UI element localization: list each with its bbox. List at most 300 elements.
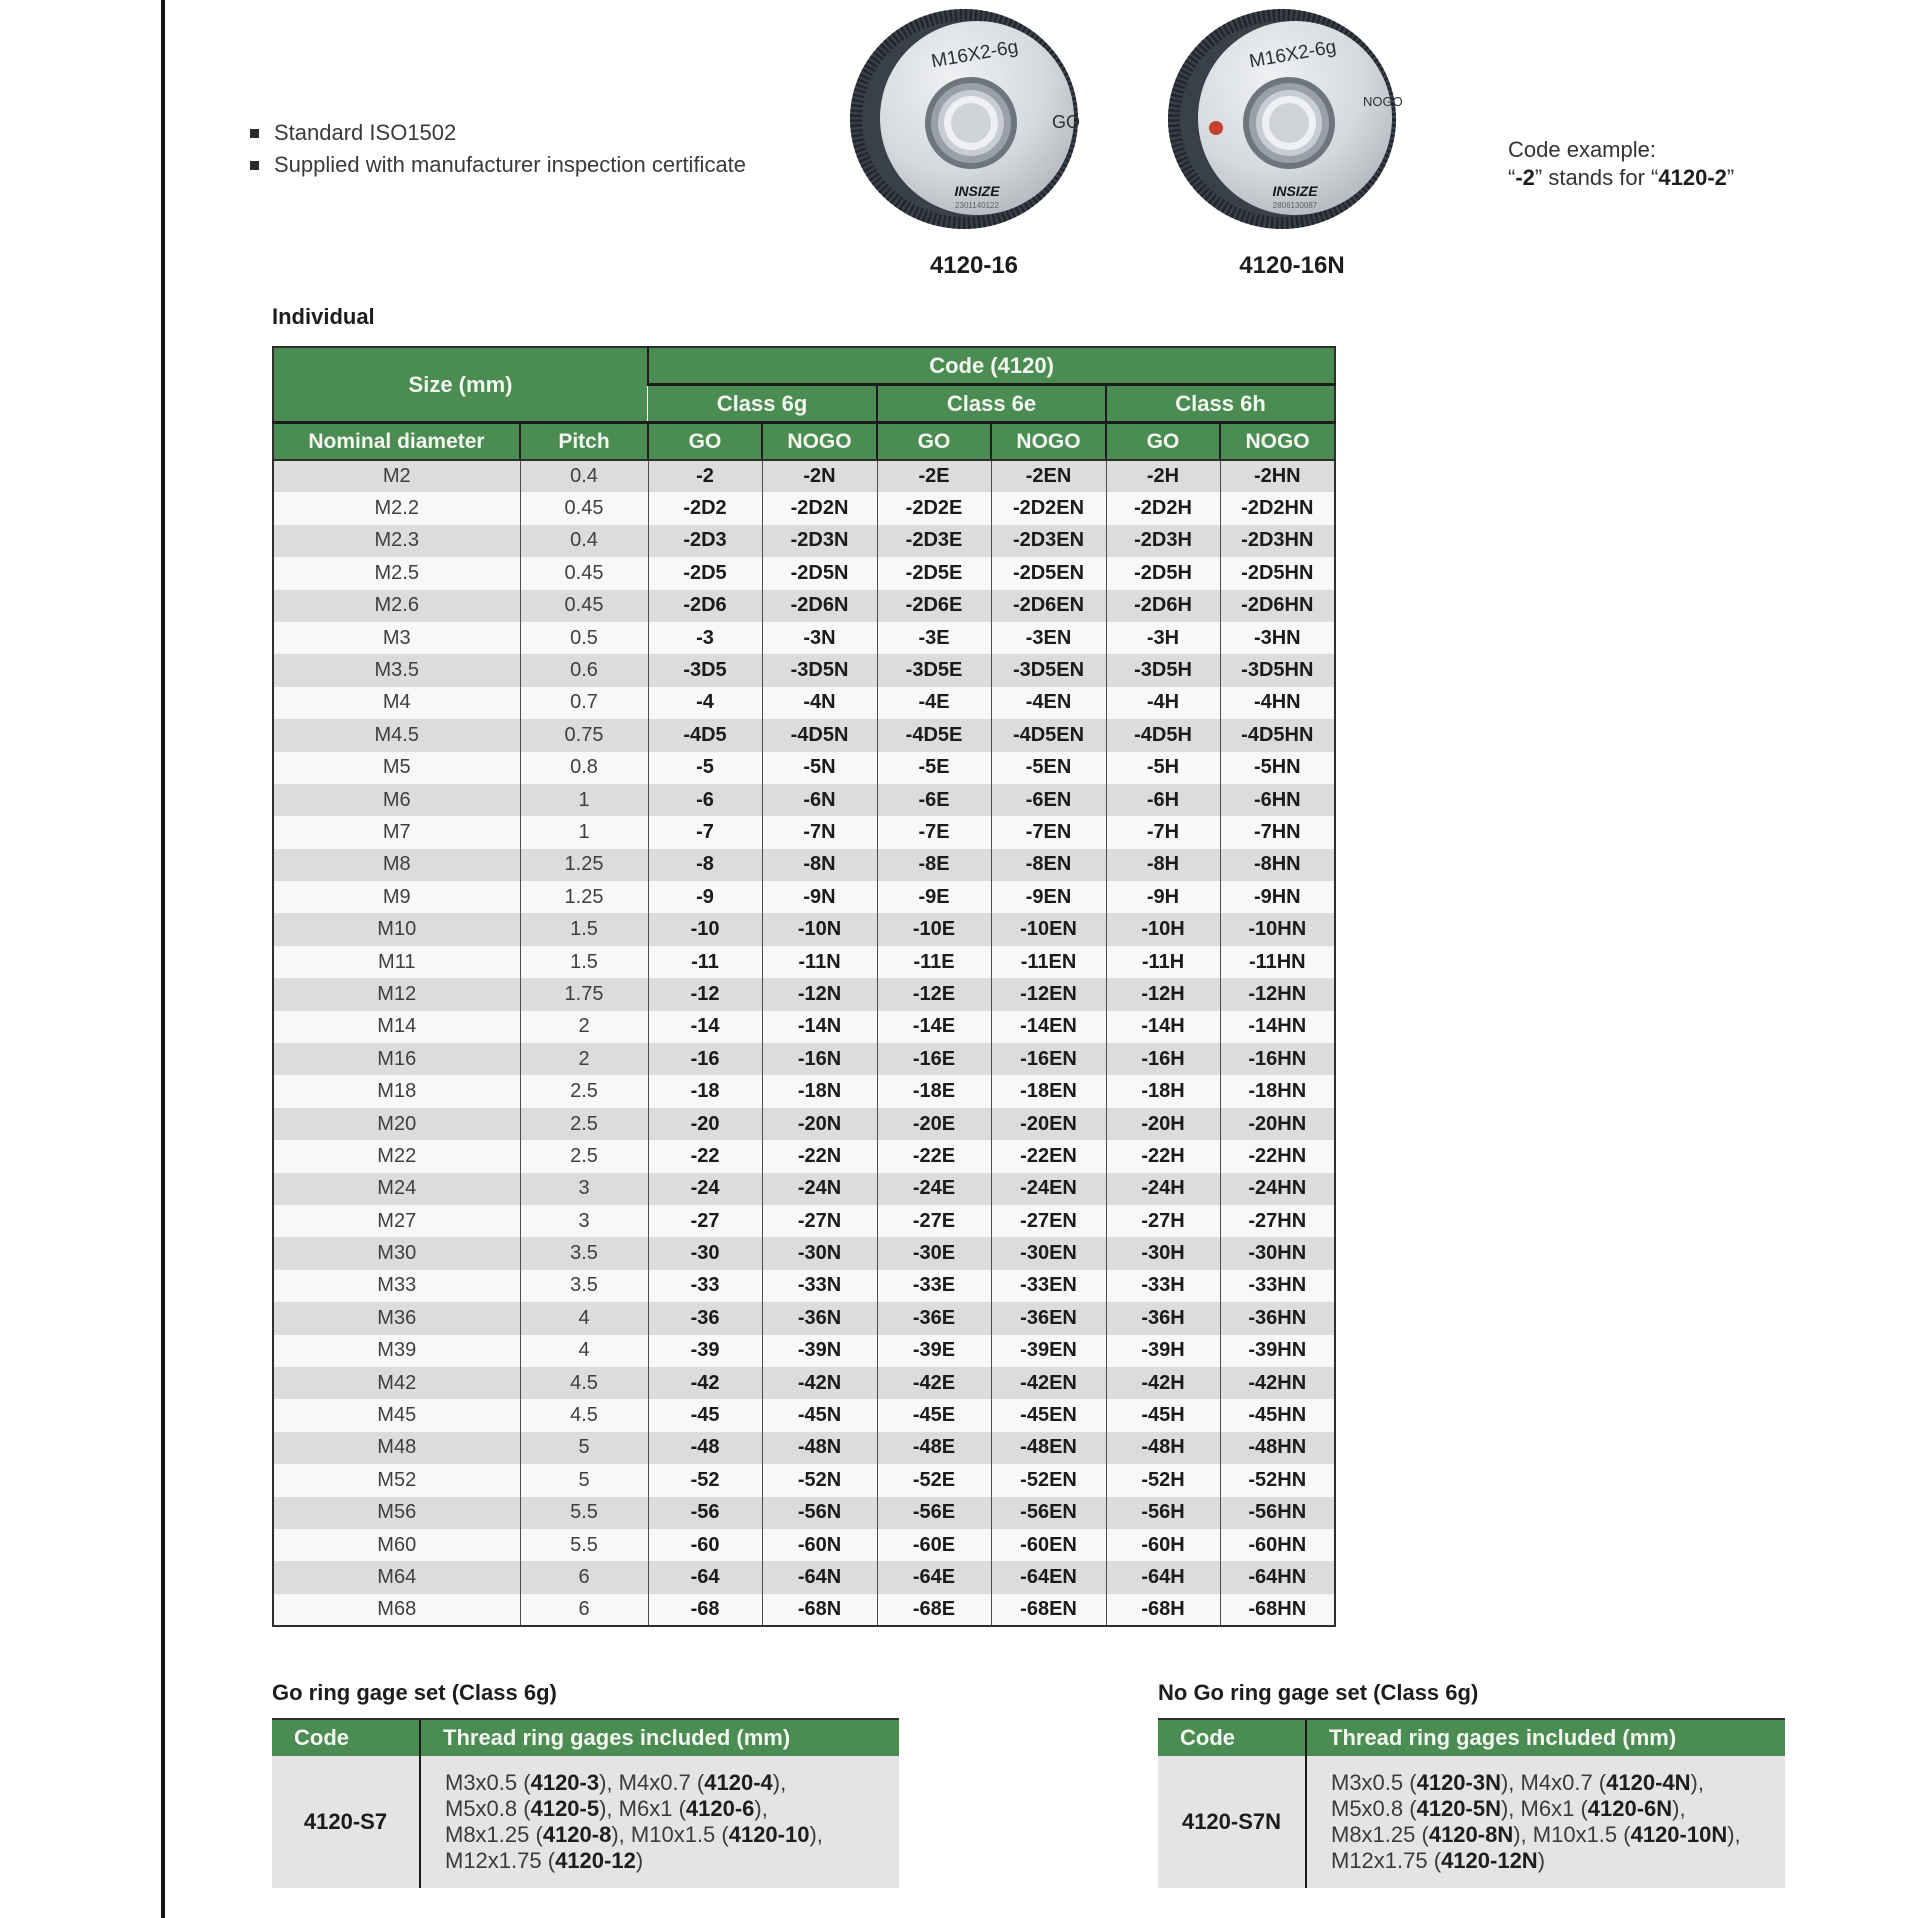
code-cell: -5EN xyxy=(991,752,1106,784)
code-cell: -60H xyxy=(1106,1529,1220,1561)
code-cell: -36H xyxy=(1106,1302,1220,1334)
code-cell: -42E xyxy=(877,1367,991,1399)
code-cell: -12H xyxy=(1106,978,1220,1010)
pitch-cell: 0.4 xyxy=(520,460,648,492)
table-row xyxy=(273,1399,1335,1431)
col-header-size: Size (mm) xyxy=(273,347,648,423)
pitch-cell: 0.5 xyxy=(520,622,648,654)
feature-item xyxy=(250,152,746,178)
code-cell: -33HN xyxy=(1220,1270,1335,1302)
go-label: GO xyxy=(1052,112,1081,132)
nominal-diameter-cell: M20 xyxy=(273,1108,520,1140)
col-header-class-6g: Class 6g xyxy=(648,385,877,423)
code-cell: -45 xyxy=(648,1399,762,1431)
code-cell: -56EN xyxy=(991,1497,1106,1529)
nominal-diameter-cell: M12 xyxy=(273,978,520,1010)
code-cell: -4D5E xyxy=(877,719,991,751)
code-cell: -2D2 xyxy=(648,492,762,524)
nogo-set-col-code: Code xyxy=(1158,1719,1306,1756)
table-row xyxy=(273,1270,1335,1302)
code-cell: -18HN xyxy=(1220,1075,1335,1107)
code-cell: -56 xyxy=(648,1497,762,1529)
code-cell: -39HN xyxy=(1220,1335,1335,1367)
code-cell: -42N xyxy=(762,1367,877,1399)
code-cell: -10 xyxy=(648,913,762,945)
nogo-set-section xyxy=(1158,1680,1785,1888)
table-row xyxy=(273,1497,1335,1529)
code-cell: -2D2HN xyxy=(1220,492,1335,524)
code-cell: -56HN xyxy=(1220,1497,1335,1529)
code-cell: -33EN xyxy=(991,1270,1106,1302)
code-cell: -2D2N xyxy=(762,492,877,524)
code-cell: -36E xyxy=(877,1302,991,1334)
code-cell: -5 xyxy=(648,752,762,784)
code-cell: -16HN xyxy=(1220,1043,1335,1075)
code-cell: -12EN xyxy=(991,978,1106,1010)
nominal-diameter-cell: M7 xyxy=(273,816,520,848)
pitch-cell: 3.5 xyxy=(520,1270,648,1302)
table-row xyxy=(273,1367,1335,1399)
code-cell: -68E xyxy=(877,1594,991,1626)
table-row xyxy=(273,492,1335,524)
insize-logo: INSIZE xyxy=(954,183,1000,199)
code-cell: -2D5 xyxy=(648,557,762,589)
table-row xyxy=(273,719,1335,751)
go-set-title: Go ring gage set (Class 6g) xyxy=(272,1680,557,1705)
col-header-class-6e: Class 6e xyxy=(877,385,1106,423)
code-cell: -3N xyxy=(762,622,877,654)
code-cell: -2D3N xyxy=(762,525,877,557)
code-cell: -10EN xyxy=(991,913,1106,945)
code-cell: -18 xyxy=(648,1075,762,1107)
code-cell: -2D5EN xyxy=(991,557,1106,589)
middle-text: ” stands for “ xyxy=(1534,165,1659,190)
code-cell: -16N xyxy=(762,1043,877,1075)
code-example-line xyxy=(1508,164,1734,192)
pitch-cell: 5 xyxy=(520,1432,648,1464)
code-cell: -22HN xyxy=(1220,1140,1335,1172)
code-cell: -4H xyxy=(1106,687,1220,719)
code-cell: -39N xyxy=(762,1335,877,1367)
code-cell: -2D2H xyxy=(1106,492,1220,524)
code-cell: -7H xyxy=(1106,816,1220,848)
code-cell: -33E xyxy=(877,1270,991,1302)
code-cell: -11EN xyxy=(991,946,1106,978)
gauge-marking-text: M16X2-6g xyxy=(1247,36,1338,73)
code-cell: -36N xyxy=(762,1302,877,1334)
code-cell: -2D6H xyxy=(1106,590,1220,622)
code-cell: -2D5H xyxy=(1106,557,1220,589)
code-cell: -9 xyxy=(648,881,762,913)
code-cell: -4D5EN xyxy=(991,719,1106,751)
code-cell: -4D5H xyxy=(1106,719,1220,751)
code-cell: -12 xyxy=(648,978,762,1010)
table-row xyxy=(273,881,1335,913)
table-row xyxy=(273,1140,1335,1172)
table-row xyxy=(273,525,1335,557)
table-row xyxy=(273,687,1335,719)
nominal-diameter-cell: M2.3 xyxy=(273,525,520,557)
nogo-set-code-cell: 4120-S7N xyxy=(1158,1756,1306,1888)
table-row xyxy=(273,784,1335,816)
code-cell: -2HN xyxy=(1220,460,1335,492)
nominal-diameter-cell: M2 xyxy=(273,460,520,492)
code-cell: -2D3HN xyxy=(1220,525,1335,557)
nominal-diameter-cell: M27 xyxy=(273,1205,520,1237)
quote: ” xyxy=(1726,165,1735,190)
code-cell: -8 xyxy=(648,849,762,881)
code-cell: -12N xyxy=(762,978,877,1010)
pitch-cell: 4 xyxy=(520,1302,648,1334)
code-cell: -52E xyxy=(877,1464,991,1496)
code-cell: -30N xyxy=(762,1237,877,1269)
code-cell: -27H xyxy=(1106,1205,1220,1237)
pitch-cell: 1 xyxy=(520,816,648,848)
code-cell: -3D5HN xyxy=(1220,654,1335,686)
table-row xyxy=(273,1432,1335,1464)
code-example-title: Code example: xyxy=(1508,137,1656,162)
code-cell: -14HN xyxy=(1220,1011,1335,1043)
col-header-go: GO xyxy=(877,423,991,461)
code-cell: -2D5HN xyxy=(1220,557,1335,589)
code-cell: -42H xyxy=(1106,1367,1220,1399)
nogo-ring-caption: 4120-16N xyxy=(1239,252,1345,279)
table-row xyxy=(272,1756,899,1888)
go-ring-gauge-image xyxy=(845,6,1103,236)
code-cell: -39 xyxy=(648,1335,762,1367)
code-cell: -2D3EN xyxy=(991,525,1106,557)
col-header-nogo: NOGO xyxy=(762,423,877,461)
nogo-set-content-cell xyxy=(1306,1756,1785,1888)
code-cell: -27E xyxy=(877,1205,991,1237)
feature-text: Standard ISO1502 xyxy=(274,120,457,145)
table-row xyxy=(273,1237,1335,1269)
code-cell: -64 xyxy=(648,1561,762,1593)
col-header-go: GO xyxy=(648,423,762,461)
feature-list xyxy=(250,120,746,184)
code-cell: -42EN xyxy=(991,1367,1106,1399)
code-cell: -6E xyxy=(877,784,991,816)
pitch-cell: 0.45 xyxy=(520,557,648,589)
pitch-cell: 2.5 xyxy=(520,1108,648,1140)
go-set-table xyxy=(272,1718,899,1888)
nominal-diameter-cell: M64 xyxy=(273,1561,520,1593)
code-cell: -4D5HN xyxy=(1220,719,1335,751)
code-cell: -60 xyxy=(648,1529,762,1561)
code-cell: -3D5EN xyxy=(991,654,1106,686)
code-cell: -30HN xyxy=(1220,1237,1335,1269)
code-cell: -4EN xyxy=(991,687,1106,719)
code-cell: -60N xyxy=(762,1529,877,1561)
code-cell: -24EN xyxy=(991,1173,1106,1205)
code-cell: -24E xyxy=(877,1173,991,1205)
code-cell: -14H xyxy=(1106,1011,1220,1043)
nominal-diameter-cell: M4.5 xyxy=(273,719,520,751)
nominal-diameter-cell: M4 xyxy=(273,687,520,719)
code-cell: -9E xyxy=(877,881,991,913)
code-cell: -64EN xyxy=(991,1561,1106,1593)
pitch-cell: 2.5 xyxy=(520,1140,648,1172)
nominal-diameter-cell: M16 xyxy=(273,1043,520,1075)
code-cell: -11E xyxy=(877,946,991,978)
nominal-diameter-cell: M10 xyxy=(273,913,520,945)
code-cell: -2E xyxy=(877,460,991,492)
code-cell: -7HN xyxy=(1220,816,1335,848)
code-cell: -2D3E xyxy=(877,525,991,557)
code-cell: -27 xyxy=(648,1205,762,1237)
code-cell: -10E xyxy=(877,913,991,945)
code-cell: -24H xyxy=(1106,1173,1220,1205)
table-row xyxy=(273,946,1335,978)
square-bullet-icon xyxy=(250,129,259,138)
code-cell: -7 xyxy=(648,816,762,848)
code-cell: -52EN xyxy=(991,1464,1106,1496)
table-row xyxy=(273,1529,1335,1561)
code-cell: -45EN xyxy=(991,1399,1106,1431)
code-cell: -27N xyxy=(762,1205,877,1237)
code-cell: -3 xyxy=(648,622,762,654)
code-cell: -30E xyxy=(877,1237,991,1269)
code-cell: -9H xyxy=(1106,881,1220,913)
code-cell: -22E xyxy=(877,1140,991,1172)
code-cell: -3E xyxy=(877,622,991,654)
code-cell: -2D6HN xyxy=(1220,590,1335,622)
code-cell: -52H xyxy=(1106,1464,1220,1496)
nominal-diameter-cell: M42 xyxy=(273,1367,520,1399)
code-cell: -3HN xyxy=(1220,622,1335,654)
code-cell: -12E xyxy=(877,978,991,1010)
table-row xyxy=(273,849,1335,881)
code-cell: -12HN xyxy=(1220,978,1335,1010)
code-cell: -24N xyxy=(762,1173,877,1205)
gage-set-line: M5x0.8 (4120-5N), M6x1 (4120-6N), xyxy=(1331,1796,1686,1821)
code-cell: -11H xyxy=(1106,946,1220,978)
col-header-nogo: NOGO xyxy=(991,423,1106,461)
table-row xyxy=(273,590,1335,622)
pitch-cell: 6 xyxy=(520,1594,648,1626)
go-set-section xyxy=(272,1680,899,1888)
code-cell: -8N xyxy=(762,849,877,881)
table-row xyxy=(273,978,1335,1010)
code-cell: -3D5E xyxy=(877,654,991,686)
code-cell: -24 xyxy=(648,1173,762,1205)
code-cell: -7E xyxy=(877,816,991,848)
code-example xyxy=(1508,136,1734,192)
pitch-cell: 1 xyxy=(520,784,648,816)
code-cell: -56H xyxy=(1106,1497,1220,1529)
pitch-cell: 1.75 xyxy=(520,978,648,1010)
code-cell: -45HN xyxy=(1220,1399,1335,1431)
feature-item xyxy=(250,120,746,146)
table-row xyxy=(273,1302,1335,1334)
pitch-cell: 1.5 xyxy=(520,913,648,945)
nominal-diameter-cell: M48 xyxy=(273,1432,520,1464)
gauge-marking-text: M16X2-6g xyxy=(929,36,1020,73)
code-cell: -2D6E xyxy=(877,590,991,622)
go-set-col-included: Thread ring gages included (mm) xyxy=(420,1719,899,1756)
code-cell: -16EN xyxy=(991,1043,1106,1075)
nominal-diameter-cell: M11 xyxy=(273,946,520,978)
col-header-class-6h: Class 6h xyxy=(1106,385,1335,423)
code-short: -2 xyxy=(1515,165,1535,190)
code-cell: -2D2EN xyxy=(991,492,1106,524)
nominal-diameter-cell: M3 xyxy=(273,622,520,654)
gage-set-line: M8x1.25 (4120-8), M10x1.5 (4120-10), xyxy=(445,1822,823,1847)
nogo-set-title: No Go ring gage set (Class 6g) xyxy=(1158,1680,1479,1705)
code-cell: -33 xyxy=(648,1270,762,1302)
nominal-diameter-cell: M2.6 xyxy=(273,590,520,622)
pitch-cell: 0.7 xyxy=(520,687,648,719)
pitch-cell: 0.8 xyxy=(520,752,648,784)
go-set-col-code: Code xyxy=(272,1719,420,1756)
code-cell: -2D3 xyxy=(648,525,762,557)
code-cell: -20 xyxy=(648,1108,762,1140)
code-cell: -7EN xyxy=(991,816,1106,848)
nogo-ring-gauge-image xyxy=(1163,6,1421,236)
table-row xyxy=(273,752,1335,784)
go-ring-caption: 4120-16 xyxy=(929,252,1019,279)
code-cell: -48H xyxy=(1106,1432,1220,1464)
code-cell: -64H xyxy=(1106,1561,1220,1593)
code-cell: -22EN xyxy=(991,1140,1106,1172)
table-row xyxy=(273,622,1335,654)
code-cell: -8HN xyxy=(1220,849,1335,881)
code-cell: -3H xyxy=(1106,622,1220,654)
code-cell: -4HN xyxy=(1220,687,1335,719)
page-left-border-line xyxy=(161,0,165,1918)
serial-number: 2806130087 xyxy=(1272,201,1318,210)
code-cell: -68EN xyxy=(991,1594,1106,1626)
code-cell: -18H xyxy=(1106,1075,1220,1107)
gage-set-line: M3x0.5 (4120-3N), M4x0.7 (4120-4N), xyxy=(1331,1770,1704,1795)
code-cell: -48N xyxy=(762,1432,877,1464)
code-cell: -68 xyxy=(648,1594,762,1626)
code-cell: -2D6 xyxy=(648,590,762,622)
nogo-set-table xyxy=(1158,1718,1785,1888)
code-cell: -14 xyxy=(648,1011,762,1043)
nominal-diameter-cell: M45 xyxy=(273,1399,520,1431)
table-row xyxy=(273,557,1335,589)
code-cell: -22 xyxy=(648,1140,762,1172)
code-cell: -5N xyxy=(762,752,877,784)
table-row xyxy=(273,1464,1335,1496)
pitch-cell: 6 xyxy=(520,1561,648,1593)
code-cell: -68HN xyxy=(1220,1594,1335,1626)
code-cell: -56N xyxy=(762,1497,877,1529)
code-cell: -3D5 xyxy=(648,654,762,686)
code-cell: -64E xyxy=(877,1561,991,1593)
pitch-cell: 4 xyxy=(520,1335,648,1367)
pitch-cell: 3.5 xyxy=(520,1237,648,1269)
nogo-set-col-included: Thread ring gages included (mm) xyxy=(1306,1719,1785,1756)
insize-logo: INSIZE xyxy=(1272,183,1318,199)
code-cell: -10H xyxy=(1106,913,1220,945)
pitch-cell: 3 xyxy=(520,1173,648,1205)
code-cell: -60HN xyxy=(1220,1529,1335,1561)
table-row xyxy=(1158,1756,1785,1888)
code-cell: -5HN xyxy=(1220,752,1335,784)
pitch-cell: 5.5 xyxy=(520,1497,648,1529)
pitch-cell: 2 xyxy=(520,1043,648,1075)
code-cell: -4E xyxy=(877,687,991,719)
individual-table xyxy=(272,346,1336,1627)
code-cell: -6EN xyxy=(991,784,1106,816)
col-header-code: Code (4120) xyxy=(648,347,1335,385)
code-cell: -48 xyxy=(648,1432,762,1464)
code-cell: -42 xyxy=(648,1367,762,1399)
square-bullet-icon xyxy=(250,161,259,170)
code-cell: -18EN xyxy=(991,1075,1106,1107)
nominal-diameter-cell: M36 xyxy=(273,1302,520,1334)
code-cell: -52N xyxy=(762,1464,877,1496)
thread-ring xyxy=(951,103,991,143)
code-cell: -2 xyxy=(648,460,762,492)
code-cell: -2D5E xyxy=(877,557,991,589)
pitch-cell: 0.6 xyxy=(520,654,648,686)
table-row xyxy=(273,816,1335,848)
pitch-cell: 4.5 xyxy=(520,1367,648,1399)
code-cell: -11HN xyxy=(1220,946,1335,978)
code-cell: -27EN xyxy=(991,1205,1106,1237)
code-cell: -6N xyxy=(762,784,877,816)
nominal-diameter-cell: M6 xyxy=(273,784,520,816)
code-cell: -39H xyxy=(1106,1335,1220,1367)
code-cell: -64N xyxy=(762,1561,877,1593)
code-cell: -14EN xyxy=(991,1011,1106,1043)
code-cell: -27HN xyxy=(1220,1205,1335,1237)
table-row xyxy=(273,1075,1335,1107)
code-cell: -30EN xyxy=(991,1237,1106,1269)
code-cell: -2D6EN xyxy=(991,590,1106,622)
table-row xyxy=(273,654,1335,686)
code-cell: -2D5N xyxy=(762,557,877,589)
table-row xyxy=(273,460,1335,492)
table-row xyxy=(273,913,1335,945)
code-cell: -8E xyxy=(877,849,991,881)
nominal-diameter-cell: M52 xyxy=(273,1464,520,1496)
pitch-cell: 0.45 xyxy=(520,492,648,524)
table-row xyxy=(273,1043,1335,1075)
nominal-diameter-cell: M9 xyxy=(273,881,520,913)
nominal-diameter-cell: M2.5 xyxy=(273,557,520,589)
code-cell: -36HN xyxy=(1220,1302,1335,1334)
nominal-diameter-cell: M39 xyxy=(273,1335,520,1367)
gage-set-line: M3x0.5 (4120-3), M4x0.7 (4120-4), xyxy=(445,1770,787,1795)
gage-set-line: M8x1.25 (4120-8N), M10x1.5 (4120-10N), xyxy=(1331,1822,1741,1847)
nominal-diameter-cell: M14 xyxy=(273,1011,520,1043)
code-cell: -9N xyxy=(762,881,877,913)
code-cell: -42HN xyxy=(1220,1367,1335,1399)
nominal-diameter-cell: M30 xyxy=(273,1237,520,1269)
code-cell: -14N xyxy=(762,1011,877,1043)
nominal-diameter-cell: M24 xyxy=(273,1173,520,1205)
code-cell: -68H xyxy=(1106,1594,1220,1626)
nominal-diameter-cell: M33 xyxy=(273,1270,520,1302)
code-cell: -30H xyxy=(1106,1237,1220,1269)
gage-set-line: M12x1.75 (4120-12) xyxy=(445,1848,644,1873)
code-cell: -2D3H xyxy=(1106,525,1220,557)
gage-set-line: M12x1.75 (4120-12N) xyxy=(1331,1848,1546,1873)
col-header-nominal-diameter: Nominal diameter xyxy=(273,423,520,461)
code-cell: -36 xyxy=(648,1302,762,1334)
table-row xyxy=(273,1108,1335,1140)
code-cell: -22N xyxy=(762,1140,877,1172)
code-cell: -18E xyxy=(877,1075,991,1107)
pitch-cell: 5.5 xyxy=(520,1529,648,1561)
pitch-cell: 0.4 xyxy=(520,525,648,557)
code-cell: -39EN xyxy=(991,1335,1106,1367)
code-cell: -52 xyxy=(648,1464,762,1496)
